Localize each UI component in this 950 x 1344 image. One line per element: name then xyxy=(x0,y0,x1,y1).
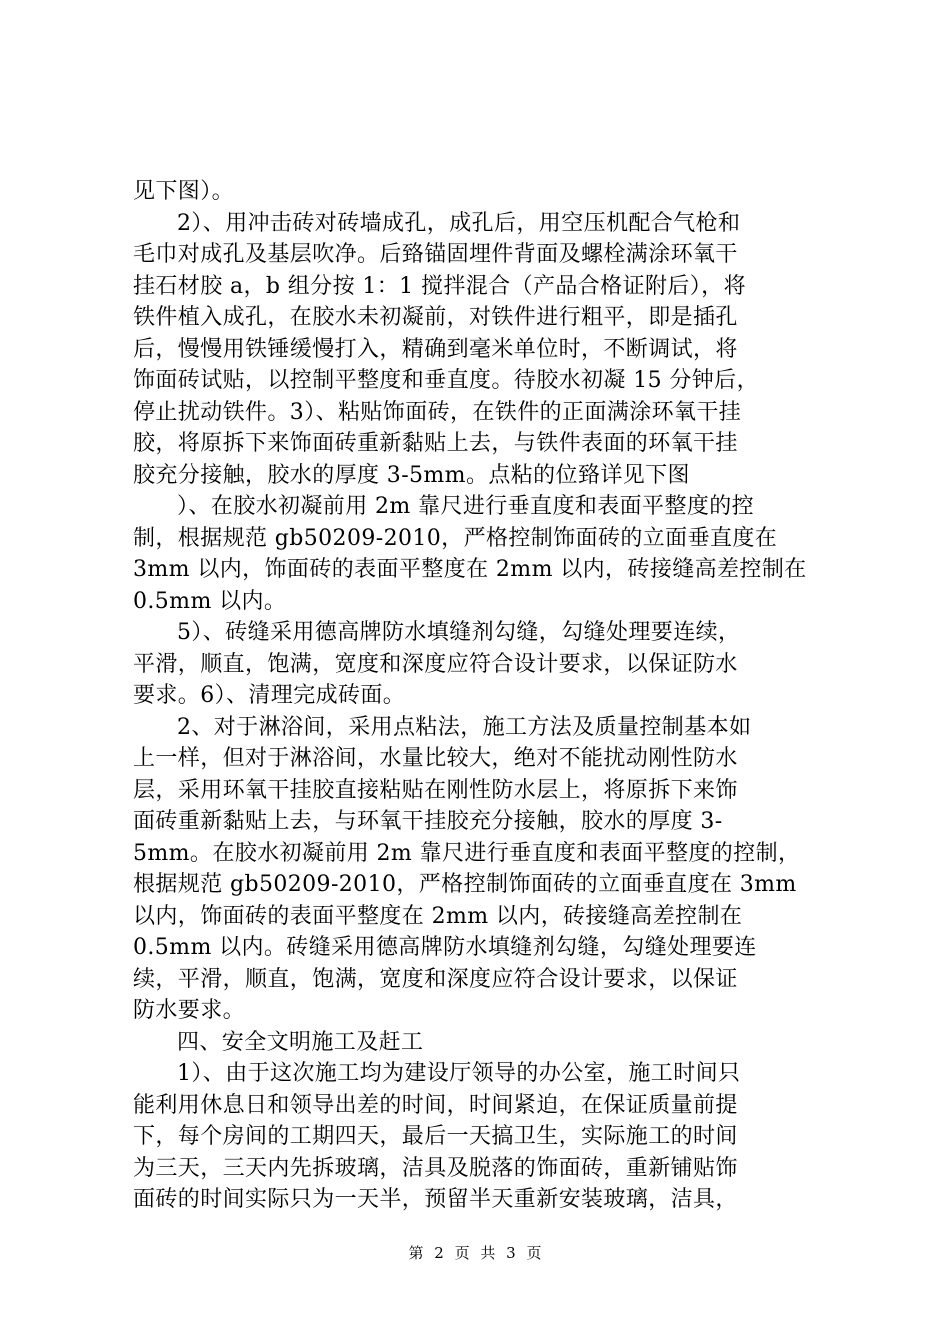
text-line: 能利用休息日和领导出差的时间，时间紧迫，在保证质量前提 xyxy=(133,1092,738,1118)
text-line: 制，根据规范 gb50209-2010，严格控制饰面砖的立面垂直度在 xyxy=(133,525,778,551)
text-line: 2）、用冲击砖对砖墙成孔，成孔后，用空压机配合气枪和 xyxy=(177,210,741,236)
text-line: 后，慢慢用铁锤缓慢打入，精确到毫米单位时，不断调试，将 xyxy=(133,336,738,362)
document-body xyxy=(133,176,833,1216)
text-line: 上一样，但对于淋浴间，水量比较大，绝对不能扰动刚性防水 xyxy=(133,746,738,771)
text-line: 挂石材胶 a，b 组分按 1：1 搅拌混合（产品合格证附后），将 xyxy=(133,273,746,299)
text-line: 铁件植入成孔，在胶水未初凝前，对铁件进行粗平，即是插孔 xyxy=(133,305,738,330)
text-line: 毛巾对成孔及基层吹净。后臵锚固埋件背面及螺栓满涂环氧干 xyxy=(133,242,738,267)
text-line: 饰面砖试贴，以控制平整度和垂直度。待胶水初凝 15 分钟后， xyxy=(133,368,759,393)
section-heading: 四、安全文明施工及赶工 xyxy=(177,1029,424,1055)
text-line: 胶充分接触，胶水的厚度 3-5mm。点粘的位臵详见下图 xyxy=(133,462,690,488)
text-line: 以内，饰面砖的表面平整度在 2mm 以内，砖接缝高差控制在 xyxy=(133,903,743,929)
text-line: 层，采用环氧干挂胶直接粘贴在刚性防水层上，将原拆下来饰 xyxy=(133,777,738,803)
text-line: 面砖重新黏贴上去，与环氧干挂胶充分接触，胶水的厚度 3- xyxy=(133,809,723,834)
text-line: 下，每个房间的工期四天，最后一天搞卫生，实际施工的时间 xyxy=(133,1124,738,1149)
text-line: 防水要求。 xyxy=(133,998,246,1023)
text-line: 0.5mm 以内。砖缝采用德高牌防水填缝剂勾缝，勾缝处理要连 xyxy=(133,935,757,960)
text-line: 为三天，三天内先拆玻璃，洁具及脱落的饰面砖，重新铺贴饰 xyxy=(133,1155,738,1181)
text-line: 5mm。在胶水初凝前用 2m 靠尺进行垂直度和表面平整度的控制， xyxy=(133,840,801,866)
text-line: 胶，将原拆下来饰面砖重新黏贴上去，与铁件表面的环氧干挂 xyxy=(133,431,738,456)
text-line: 续，平滑，顺直，饱满，宽度和深度应符合设计要求，以保证 xyxy=(133,966,738,992)
text-line: 0.5mm 以内。 xyxy=(133,588,287,614)
text-line: ）、在胶水初凝前用 2m 靠尺进行垂直度和表面平整度的控 xyxy=(177,494,755,519)
text-line: 要求。6）、清理完成砖面。 xyxy=(133,683,406,708)
text-line: 停止扰动铁件。3）、粘贴饰面砖，在铁件的正面满涂环氧干挂 xyxy=(133,399,742,425)
text-line: 1）、由于这次施工均为建设厅领导的办公室，施工时间只 xyxy=(177,1061,741,1086)
text-line: 平滑，顺直，饱满，宽度和深度应符合设计要求，以保证防水 xyxy=(133,651,738,677)
text-line: 5）、砖缝采用德高牌防水填缝剂勾缝，勾缝处理要连续， xyxy=(177,620,741,645)
text-line: 面砖的时间实际只为一天半，预留半天重新安装玻璃，洁具， xyxy=(133,1187,738,1212)
text-line: 见下图）。 xyxy=(133,179,235,204)
text-line: 3mm 以内，饰面砖的表面平整度在 2mm 以内，砖接缝高差控制在 xyxy=(133,557,807,582)
text-line: 根据规范 gb50209-2010，严格控制饰面砖的立面垂直度在 3mm xyxy=(133,872,797,897)
text-line: 2、对于淋浴间，采用点粘法，施工方法及质量控制基本如 xyxy=(177,714,752,740)
page-number-footer: 第 2 页 共 3 页 xyxy=(408,1244,542,1262)
